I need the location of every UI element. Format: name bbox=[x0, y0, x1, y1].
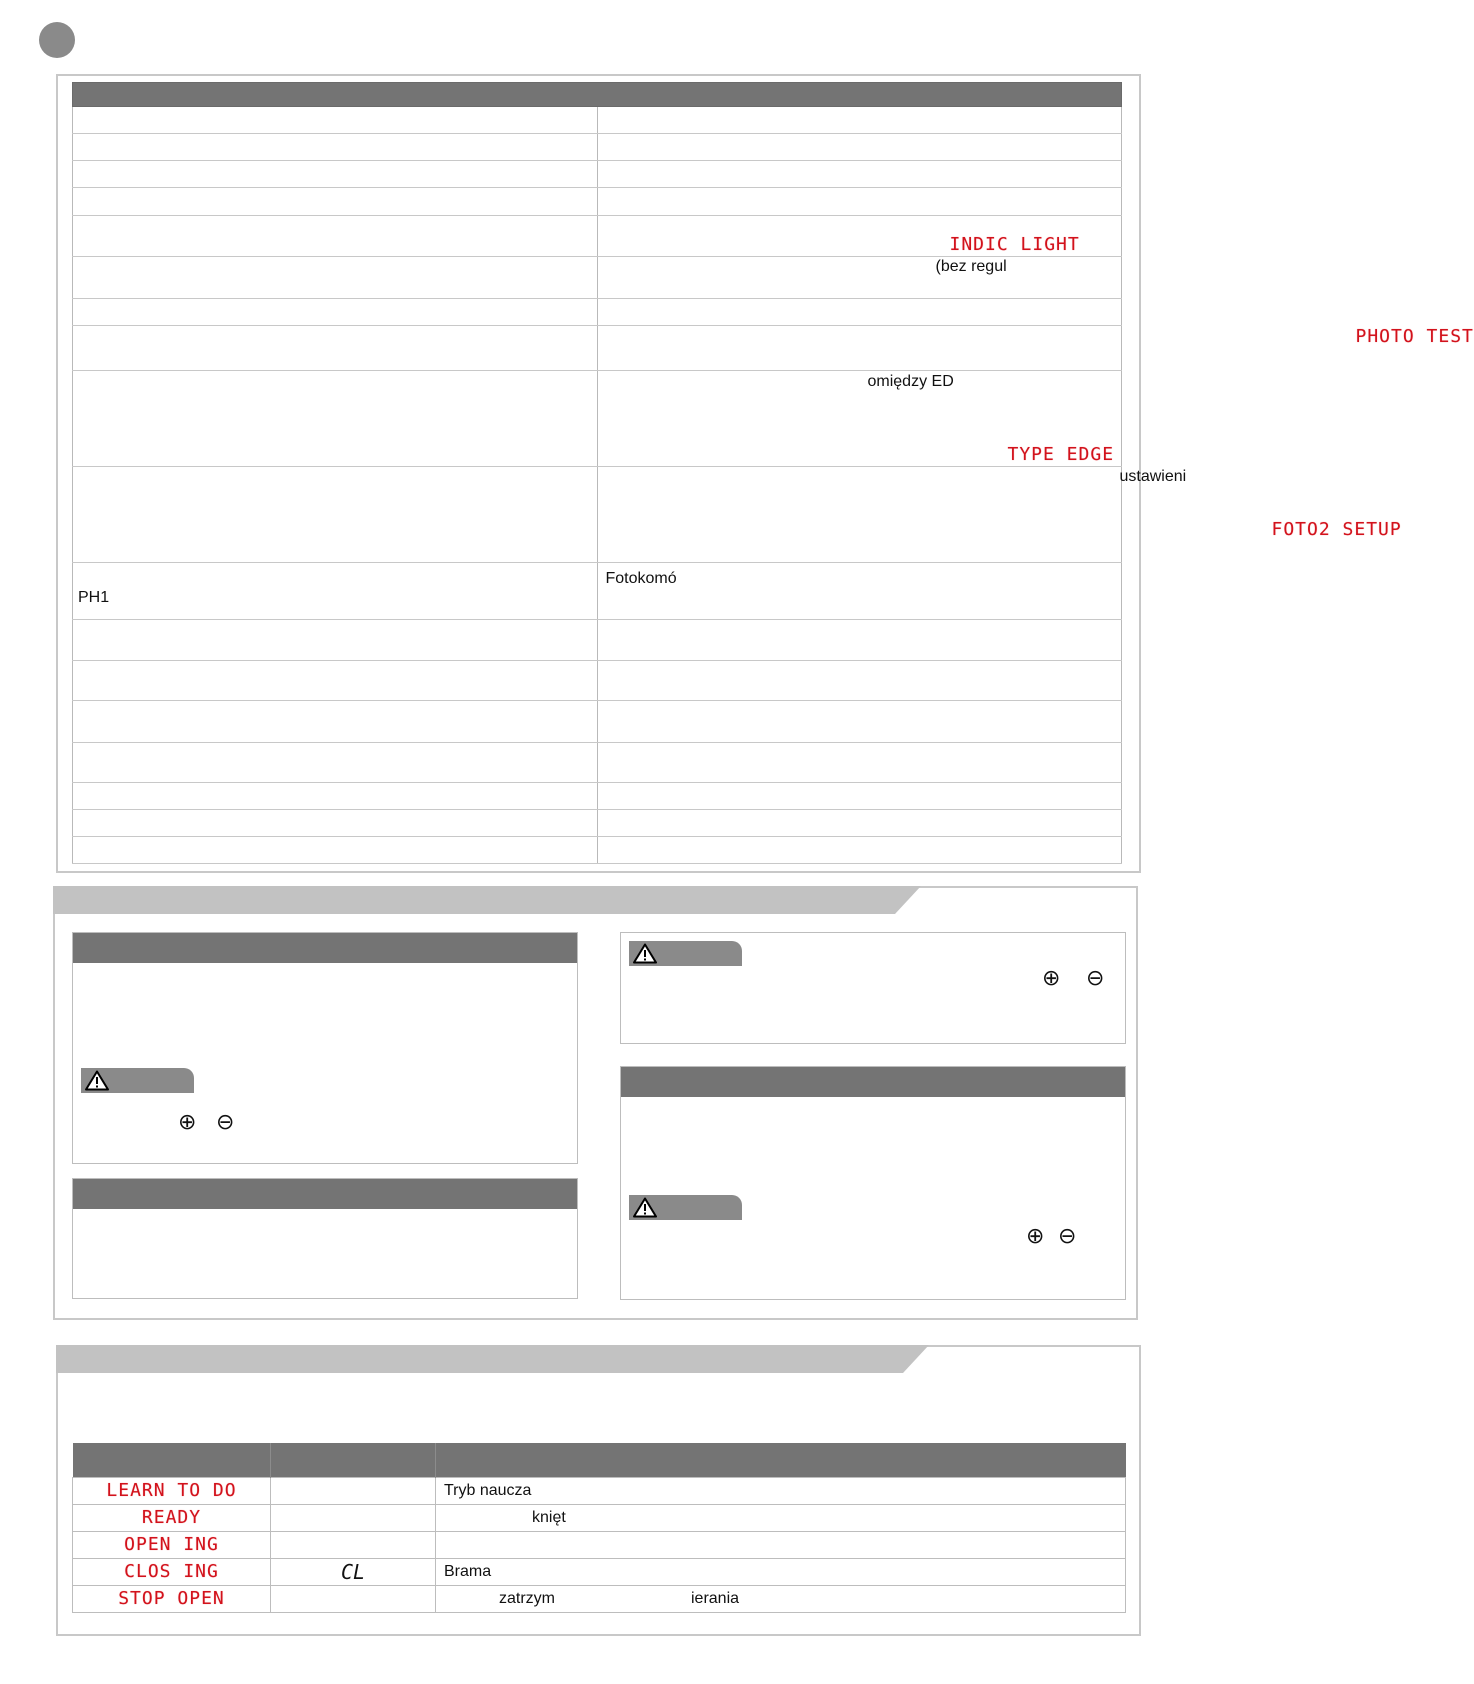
message-description: Brama bbox=[444, 1562, 492, 1580]
warning-triangle-icon bbox=[633, 943, 657, 964]
table-row bbox=[73, 1531, 1126, 1558]
text-fragment: omiędzy ED bbox=[867, 373, 954, 391]
table-row bbox=[73, 700, 1122, 742]
plus-icon: ⊕ bbox=[1042, 966, 1061, 991]
settings-box-right-top bbox=[620, 932, 1126, 1044]
box-header bbox=[73, 1179, 577, 1209]
table-row bbox=[73, 188, 1122, 216]
table-row bbox=[73, 619, 1122, 660]
warning-triangle-icon bbox=[85, 1070, 109, 1091]
minus-icon: ⊖ bbox=[1086, 966, 1105, 991]
minus-icon: ⊖ bbox=[1058, 1224, 1077, 1249]
lcd-message: READY bbox=[141, 1507, 202, 1528]
lcd-type-edge: TYPE EDGE bbox=[1007, 444, 1115, 466]
terminals-table-header bbox=[73, 83, 1122, 107]
lcd-foto2-setup: FOTO2 SETUP bbox=[1271, 519, 1402, 541]
table-row bbox=[73, 1477, 1126, 1504]
warning-triangle-icon bbox=[633, 1197, 657, 1218]
table-row bbox=[73, 742, 1122, 782]
lcd-message: CLOS ING bbox=[124, 1561, 219, 1582]
table-row bbox=[73, 660, 1122, 700]
plus-icon: ⊕ bbox=[1026, 1224, 1045, 1249]
message-description: Tryb naucza bbox=[444, 1481, 532, 1499]
table-row bbox=[73, 326, 1122, 371]
display-code: CL bbox=[340, 1559, 366, 1584]
section-ribbon bbox=[56, 1345, 929, 1373]
table-row bbox=[73, 299, 1122, 326]
table-row bbox=[73, 134, 1122, 161]
box-header bbox=[73, 933, 577, 963]
terminal-label-ph1: PH1 bbox=[78, 588, 110, 606]
table-row bbox=[73, 161, 1122, 188]
column-header bbox=[73, 1443, 271, 1477]
minus-icon: ⊖ bbox=[216, 1110, 235, 1135]
warning-label bbox=[81, 1068, 194, 1093]
settings-box-left-top bbox=[72, 932, 578, 1164]
table-row bbox=[73, 216, 1122, 257]
lcd-message: STOP OPEN bbox=[118, 1588, 225, 1609]
box-header bbox=[621, 1067, 1125, 1097]
terminals-table bbox=[72, 82, 1474, 864]
message-description: knięt bbox=[532, 1508, 566, 1526]
text-fragment: (bez regul bbox=[935, 258, 1007, 276]
page-bullet bbox=[39, 22, 75, 58]
settings-box-right-bottom bbox=[620, 1066, 1126, 1300]
table-row bbox=[73, 107, 1122, 134]
message-description-continued: ierania bbox=[691, 1589, 740, 1607]
table-row bbox=[73, 782, 1122, 809]
warning-label bbox=[629, 941, 742, 966]
table-row bbox=[73, 1585, 1126, 1612]
text-fragment: Fotokomó bbox=[605, 569, 677, 587]
column-header bbox=[436, 1443, 1126, 1477]
lcd-message: OPEN ING bbox=[124, 1534, 219, 1555]
lcd-indic-light: INDIC LIGHT bbox=[949, 234, 1080, 256]
table-row bbox=[73, 371, 1122, 467]
table-row bbox=[73, 257, 1122, 299]
settings-box-left-bottom bbox=[72, 1178, 578, 1299]
table-row bbox=[73, 836, 1122, 863]
display-messages-table bbox=[72, 1443, 1126, 1613]
table-row bbox=[73, 562, 1122, 619]
table-row bbox=[73, 1504, 1126, 1531]
column-header bbox=[271, 1443, 436, 1477]
lcd-message: LEARN TO DO bbox=[106, 1480, 237, 1501]
message-description: zatrzym bbox=[499, 1589, 555, 1607]
warning-label bbox=[629, 1195, 742, 1220]
table-row bbox=[73, 467, 1122, 562]
table-row bbox=[73, 1558, 1126, 1585]
section-ribbon bbox=[53, 886, 921, 914]
table-row bbox=[73, 809, 1122, 836]
text-fragment: ustawieni bbox=[1119, 468, 1187, 486]
lcd-photo-test: PHOTO TEST bbox=[1355, 326, 1474, 348]
plus-icon: ⊕ bbox=[178, 1110, 197, 1135]
